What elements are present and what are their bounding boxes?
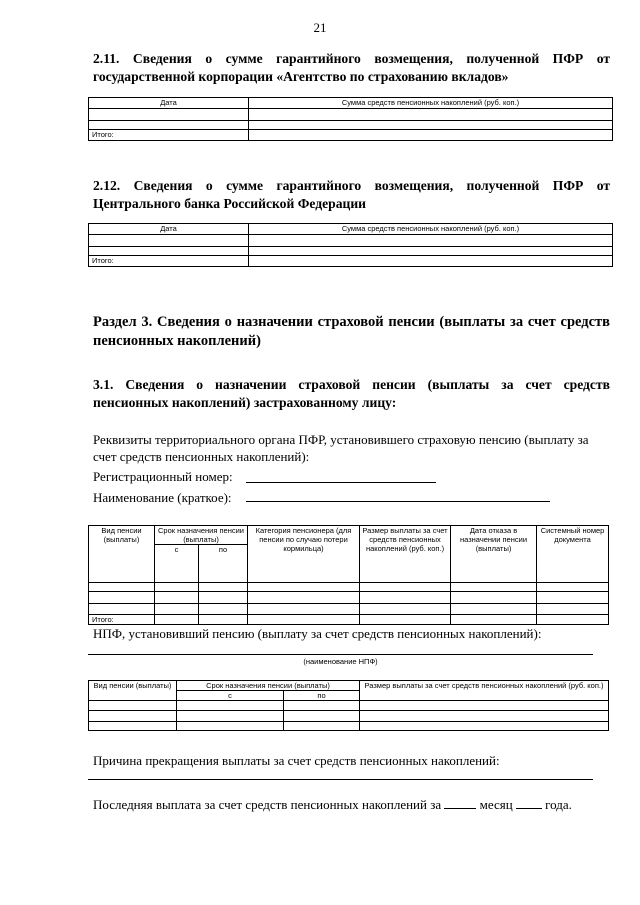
col-kind: Вид пенсии (выплаты) (89, 681, 177, 701)
col-date: Дата (89, 98, 249, 109)
table-row (89, 592, 609, 604)
table-2-12 (88, 223, 613, 267)
table-row (89, 583, 609, 592)
npf-name-field[interactable] (88, 654, 593, 655)
col-date: Дата (89, 224, 249, 235)
table-npf (88, 680, 609, 731)
table-row (89, 109, 613, 121)
termination-label: Причина прекращения выплаты за счет средств пенсионных накоплений: (93, 753, 500, 768)
col-period: Срок назначения пенсии (выплаты) (177, 681, 360, 691)
col-amount: Размер выплаты за счет средств пенсионных накоплений (руб. коп.) (360, 681, 609, 701)
total-label: Итого: (89, 615, 155, 625)
month-field[interactable] (444, 796, 476, 809)
reg-number-field[interactable] (246, 482, 436, 483)
requisites-text: Реквизиты территориального органа ПФР, установившего страховую пенсию (выплату за счет средств пенсионных накоплений): (93, 432, 589, 464)
table-row (89, 121, 613, 130)
col-sysnum: Системный номер документа (537, 526, 609, 583)
section-3-1-heading: 3.1. Сведения о назначении страховой пенсии (выплаты за счет средств пенсионных накоплений) застрахованному лицу: (93, 377, 610, 410)
npf-caption: (наименование НПФ) (303, 657, 378, 666)
col-kind: Вид пенсии (выплаты) (89, 526, 155, 583)
col-period: Срок назначения пенсии (выплаты) (155, 526, 248, 545)
table-2-11 (88, 97, 613, 141)
reg-number-label: Регистрационный номер: (93, 469, 233, 484)
last-payment-line (93, 796, 613, 813)
col-refusal: Дата отказа в назначении пенсии (выплаты) (451, 526, 537, 583)
name-field[interactable] (246, 501, 550, 502)
total-label: Итого: (89, 130, 249, 141)
section-3-heading: Раздел 3. Сведения о назначении страховой пенсии (выплаты за счет средств пенсионных накоплений) (93, 314, 610, 349)
total-label: Итого: (89, 256, 249, 267)
table-row (89, 604, 609, 615)
col-amount: Размер выплаты за счет средств пенсионных накоплений (руб. коп.) (360, 526, 451, 583)
table-3-1 (88, 525, 609, 625)
year-label: года. (545, 797, 572, 812)
section-2-11-heading: 2.11. Сведения о сумме гарантийного возмещения, полученной ПФР от государственной корпорации «Агентство по страхованию вкладов» (93, 51, 610, 84)
npf-label: НПФ, установивший пенсию (выплату за счет средств пенсионных накоплений): (93, 626, 542, 641)
table-row (89, 701, 609, 711)
col-from: с (155, 545, 199, 583)
page-number: 21 (313, 20, 327, 35)
section-2-12-heading: 2.12. Сведения о сумме гарантийного возмещения, полученной ПФР от Центрального банка Российской Федерации (93, 178, 610, 211)
table-row (89, 247, 613, 256)
name-label: Наименование (краткое): (93, 490, 232, 505)
table-row (89, 722, 609, 731)
col-to: по (199, 545, 248, 583)
year-field[interactable] (516, 796, 542, 809)
col-sum: Сумма средств пенсионных накоплений (руб. коп.) (249, 224, 613, 235)
col-category: Категория пенсионера (для пенсии по случаю потери кормильца) (248, 526, 360, 583)
month-label: месяц (479, 797, 513, 812)
col-from: с (177, 691, 284, 701)
termination-field[interactable] (88, 779, 593, 780)
col-sum: Сумма средств пенсионных накоплений (руб. коп.) (249, 98, 613, 109)
table-row (89, 235, 613, 247)
last-payment-prefix: Последняя выплата за счет средств пенсионных накоплений за (93, 797, 442, 812)
table-row (89, 711, 609, 722)
col-to: по (284, 691, 360, 701)
